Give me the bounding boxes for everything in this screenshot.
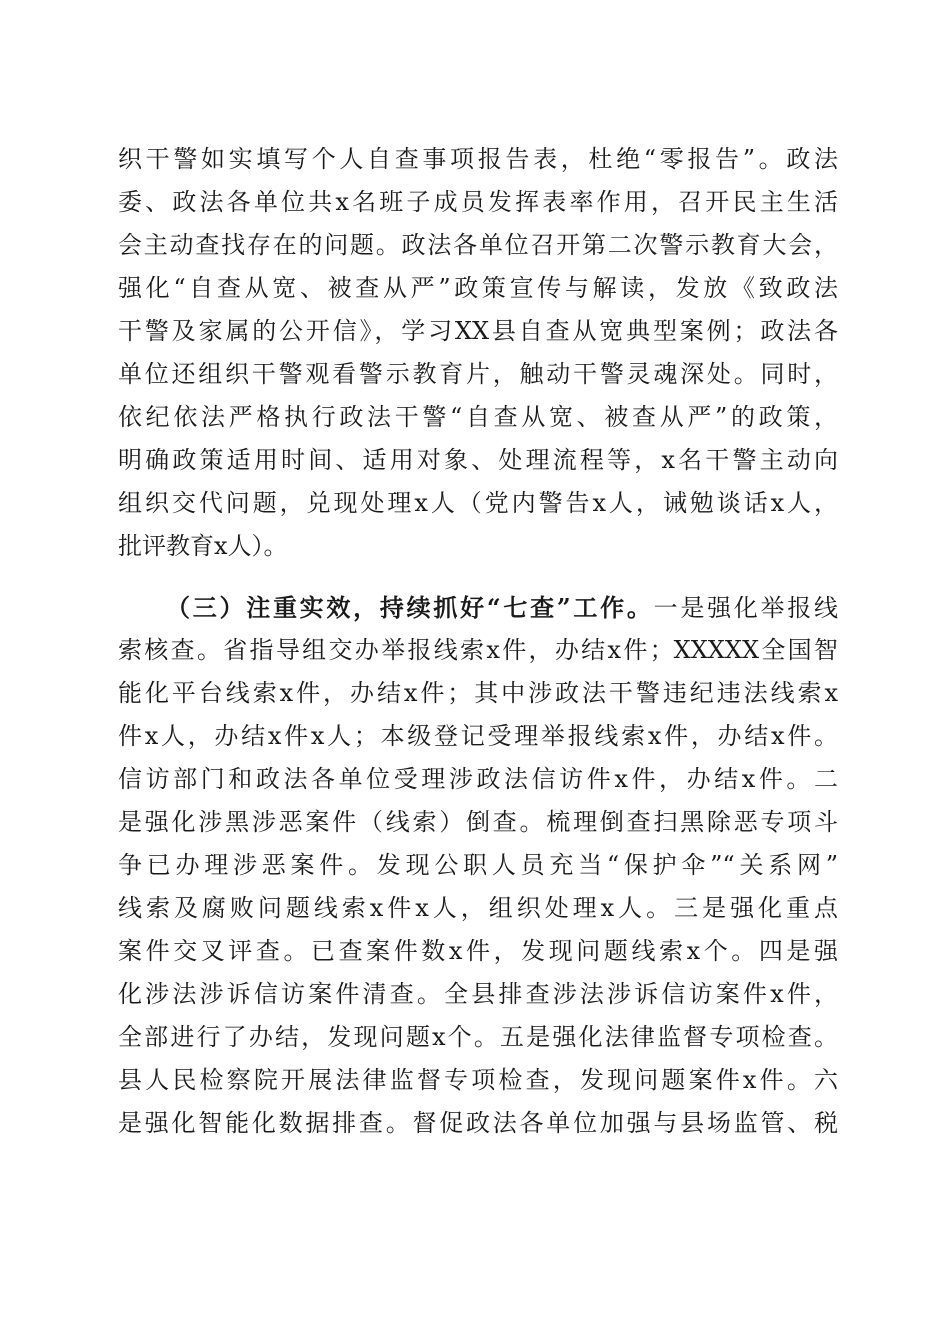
paragraph-line: 批评教育x人）。 [118,532,288,560]
paragraph-line: 委、政法各单位共x名班子成员发挥表率作用，召开民主生活 [118,188,838,216]
paragraph-line: 干警及家属的公开信》，学习XX县自查从宽典型案例；政法各 [118,317,838,345]
paragraph-line: 明确政策适用时间、适用对象、处理流程等，x名干警主动向 [118,446,838,474]
paragraph-line: 强化“自查从宽、被查从严”政策宣传与解读，发放《致政法 [118,274,838,302]
paragraph-1 [118,138,838,568]
paragraph-line-rest: 一是强化举报线 [653,594,838,622]
paragraph-line: 争已办理涉恶案件。发现公职人员充当“保护伞”“关系网” [118,851,838,879]
paragraph-2 [118,586,838,1145]
paragraph-line: 织干警如实填写个人自查事项报告表，杜绝“零报告”。政法 [118,145,838,173]
paragraph-line: 索核查。省指导组交办举报线索x件，办结x件；XXXXX全国智 [118,636,838,664]
paragraph-line: 组织交代问题，兑现处理x人（党内警告x人，诫勉谈话x人， [118,489,838,517]
paragraph-line: 依纪依法严格执行政法干警“自查从宽、被查从严”的政策， [118,403,838,431]
paragraph-line: 件x人，办结x件x人；本级登记受理举报线索x件，办结x件。 [118,722,838,750]
paragraph-line: 单位还组织干警观看警示教育片，触动干警灵魂深处。同时， [118,360,838,388]
paragraph-line: 化涉法涉诉信访案件清查。全县排查涉法涉诉信访案件x件， [118,980,838,1008]
paragraph-line: 是强化智能化数据排查。督促政法各单位加强与县场监管、税 [118,1109,838,1137]
paragraph-line: 全部进行了办结，发现问题x个。五是强化法律监督专项检查。 [118,1023,838,1051]
section-heading: （三）注重实效，持续抓好“七查”工作。 [166,593,654,622]
paragraph-line: 能化平台线索x件，办结x件；其中涉政法干警违纪违法线索x [118,679,838,707]
paragraph-line: 案件交叉评查。已查案件数x件，发现问题线索x个。四是强 [118,937,838,965]
paragraph-line: 是强化涉黑涉恶案件（线索）倒查。梳理倒查扫黑除恶专项斗 [118,808,838,836]
paragraph-first-line [118,586,838,629]
paragraph-line: 信访部门和政法各单位受理涉政法信访件x件，办结x件。二 [118,765,838,793]
paragraph-line: 县人民检察院开展法律监督专项检查，发现问题案件x件。六 [118,1066,838,1094]
paragraph-line: 线索及腐败问题线索x件x人，组织处理x人。三是强化重点 [118,894,838,922]
paragraph-line: 会主动查找存在的问题。政法各单位召开第二次警示教育大会， [118,231,838,259]
